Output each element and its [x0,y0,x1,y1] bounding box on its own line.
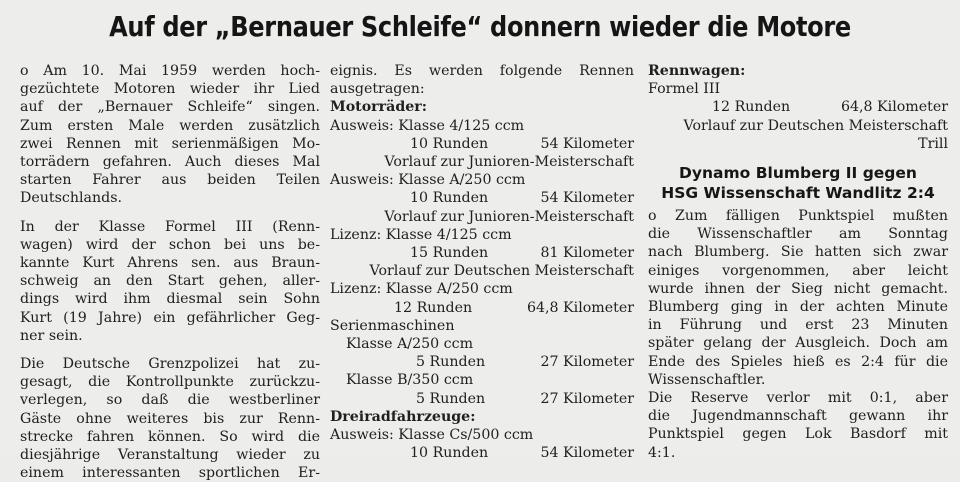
laps-row: 10 Runden 54 Kilometer [410,190,634,207]
text-line: kannte Kurt Ahrens sen. aus Braun- [20,255,320,272]
text-line: o Zum fälligen Punktspiel mußten [648,208,948,225]
text-line: starten Fahrer aus beiden Teilen [20,172,320,189]
text-line: Gäste ohne weiteres bis zur Renn- [20,410,320,427]
text-line: die Wissenschaftler am Sonntag [648,226,948,243]
section-heading: Rennwagen: [648,63,746,79]
column-3 [648,62,948,462]
text-line: in Führung und erst 23 Minuten [648,317,948,334]
text-line: ausgetragen: [330,81,425,98]
text-line: später gelang der Ausgleich. Doch am [648,335,948,352]
text-line: Deutschlands. [20,190,122,207]
text-line: gezüchtete Motoren wieder ihr Lied [20,81,320,98]
text-line: In der Klasse Formel III (Renn- [20,218,320,235]
text-line: torrädern gefahren. Auch dieses Mal [20,154,320,171]
text-line: Ausweis: Klasse 4/125 ccm [330,117,525,134]
text-line: zwei Rennen mit serienmäßigen Mo- [20,135,320,152]
text-line: Formel III [648,81,721,98]
text-line: Serienmaschinen [330,317,455,334]
text-line: Die Reserve verlor mit 0:1, aber [648,390,948,407]
text-line: eignis. Es werden folgende Rennen [330,63,634,79]
text-line: strecke fahren können. So wird die [20,428,320,445]
text-line: einem interessanten sportlichen Er- [20,465,320,482]
laps-row: 10 Runden 54 Kilometer [410,135,634,152]
column-2 [330,62,634,462]
text-line: Kurt (19 Jahre) ein gefährlicher Geg- [20,309,320,326]
headline: Auf der „Bernauer Schleife“ donnern wieder die Motore [109,10,851,43]
article-subheading: Dynamo Blumberg II gegen HSG Wissenschaft Wandlitz 2:4 [661,164,935,203]
text-line: dings wird ihm diesmal sein Sohn [20,291,320,308]
section-heading: Dreiradfahrzeuge: [330,408,476,425]
text-line: Punktspiel gegen Lok Basdorf mit [648,426,948,443]
text-line: Die Deutsche Grenzpolizei hat zu- [20,356,320,373]
laps-row: 12 Runden 64,8 Kilometer [394,299,634,316]
text-line: Vorlauf zur Junioren-Meisterschaft [384,208,634,225]
text-line: 4:1. [648,444,676,461]
text-line: Zum ersten Male werden zusätzlich [20,117,320,134]
text-line: Vorlauf zur Deutschen Meisterschaft [369,263,634,280]
text-line: Ausweis: Klasse A/250 ccm [330,172,526,189]
laps-row: 5 Runden 27 Kilometer [416,390,634,407]
text-line: Wissenschaftler. [648,371,766,388]
text-line: verlegen, so daß die westberliner [20,392,320,409]
text-line: o Am 10. Mai 1959 werden hoch- [20,63,320,79]
text-line: gesagt, die Kontrollpunkte zurückzu- [20,374,320,391]
text-line: Klasse B/350 ccm [346,372,474,389]
text-line: Ausweis: Klasse Cs/500 ccm [330,427,534,444]
text-line: wagen) wird der schon bei uns be- [20,236,320,253]
text-line: Vorlauf zur Junioren-Meisterschaft [384,154,634,171]
text-line: Ende des Spieles hieß es 2:4 für die [648,353,948,370]
text-line: Lizenz: Klasse 4/125 ccm [330,226,512,243]
text-line: Vorlauf zur Deutschen Meisterschaft [683,117,948,134]
laps-row: 10 Runden 54 Kilometer [410,445,634,462]
laps-row: 12 Runden 64,8 Kilometer [712,99,948,116]
text-line: Lizenz: Klasse A/250 ccm [330,281,513,298]
text-line: einiges vorgenommen, aber leicht [648,262,948,279]
text-line: nach Blumberg. Sie hatten sich zwar [648,244,948,261]
column-1 [20,62,320,482]
laps-row: 15 Runden 81 Kilometer [410,245,634,262]
section-heading: Motorräder: [330,99,427,116]
text-line: diesjährige Veranstaltung wieder zu [20,447,320,464]
text-line: schweig an den Start gehen, aller- [20,273,320,290]
text-line: die Jugendmannschaft gewann ihr [648,408,948,425]
text-line: wurde ihnen der Sieg nicht gemacht. [648,280,948,297]
text-line: Klasse A/250 ccm [346,336,474,353]
text-line: auf der „Bernauer Schleife“ singen. [20,99,320,116]
author-signature: Trill [918,135,948,152]
laps-row: 5 Runden 27 Kilometer [416,354,634,371]
text-line: ner sein. [20,327,83,344]
text-line: Blumberg ging in der achten Minute [648,299,948,316]
